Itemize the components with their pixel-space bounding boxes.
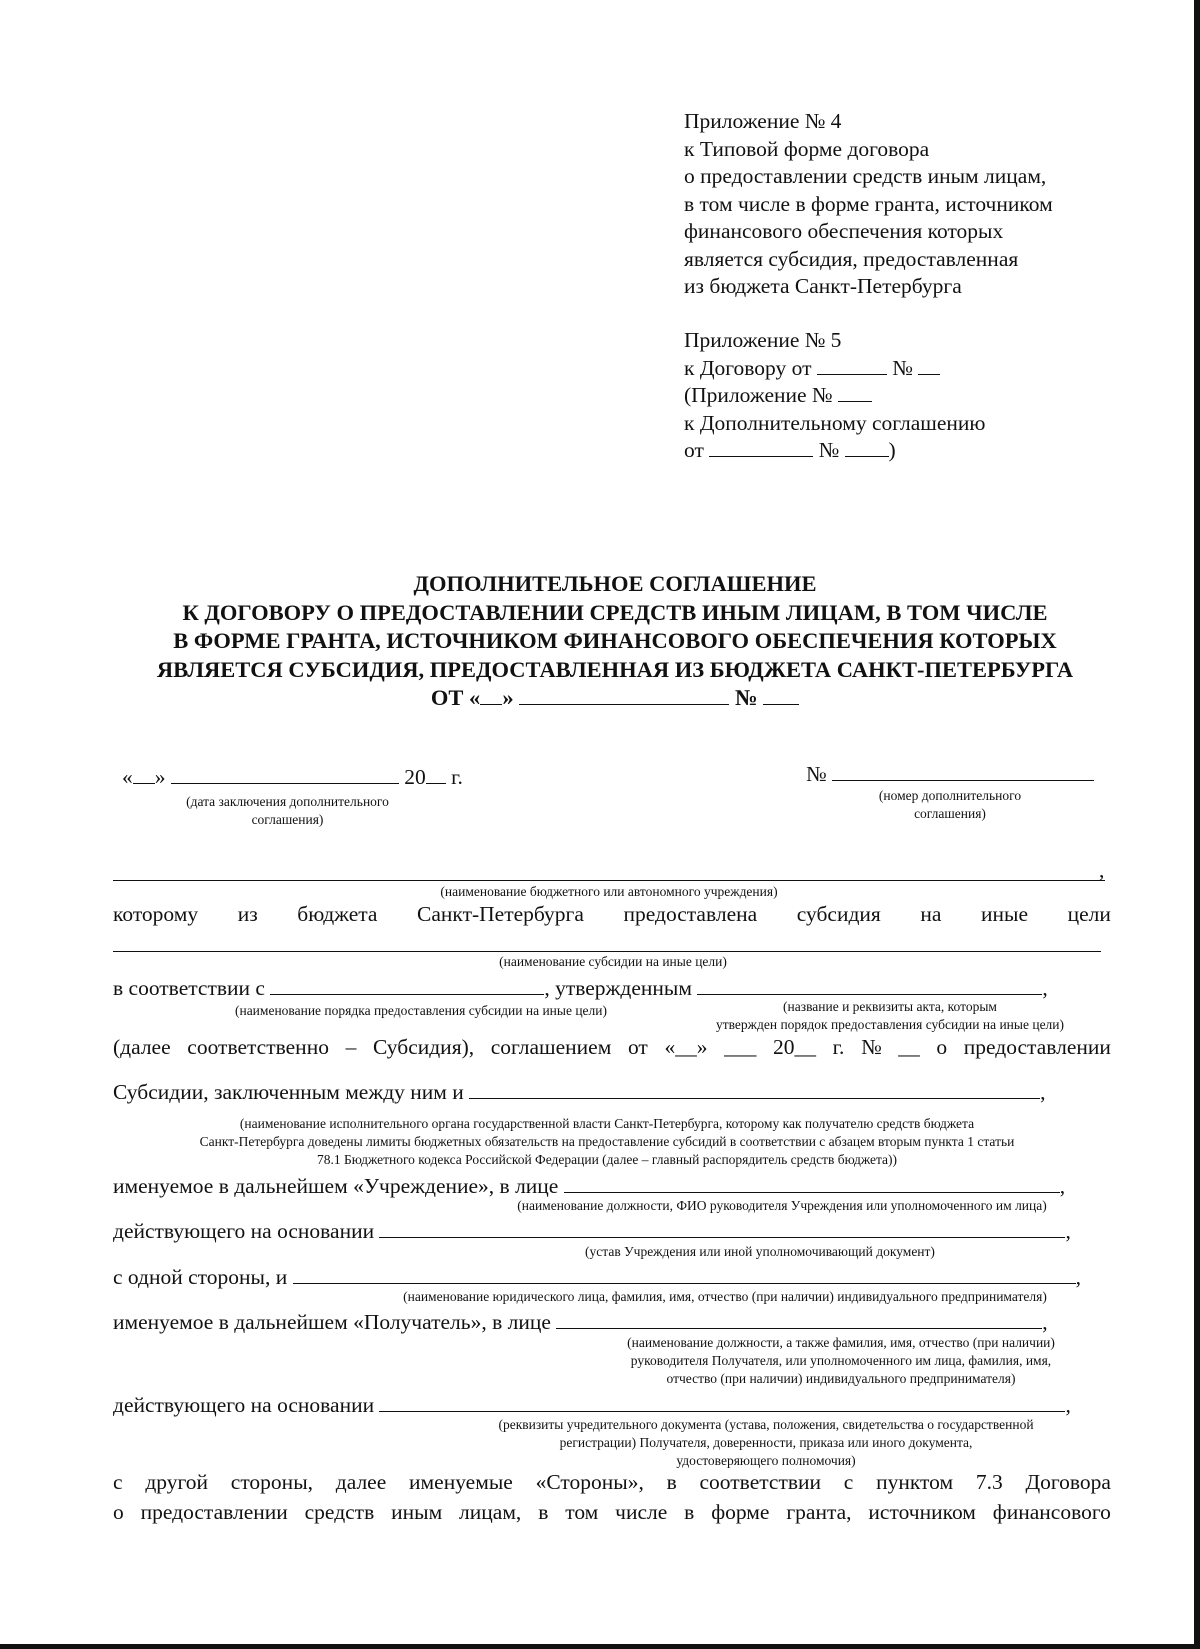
contract-number-blank: [918, 356, 940, 375]
contract-date-blank: [817, 356, 887, 375]
institution-caption: (наименование бюджетного или автономного учреждения): [440, 884, 778, 899]
order-blank: [270, 976, 544, 995]
order-caption: (наименование порядка предоставления субсидии на иные цели): [234, 1003, 608, 1018]
recipient-head-blank: [556, 1310, 1042, 1329]
annex-5-line: от № ): [684, 438, 896, 462]
one-side-line: с одной стороны, и ,: [113, 1265, 1081, 1289]
act-caption: (название и реквизиты акта, которым утвержден порядок предоставления субсидии на иные цели): [715, 999, 1065, 1032]
institution-blank: [113, 880, 1105, 881]
title-number-blank: [763, 686, 799, 705]
annex-5-header: [684, 327, 985, 465]
title-date-blank: [519, 686, 729, 705]
agreement-number-blank: [845, 438, 889, 457]
parties-line-1: с другой стороны, далее именуемые «Стороны», в соответствии с пунктом 7.3 Договора: [113, 1470, 1111, 1494]
title-line: ОТ « » №: [100, 684, 1130, 713]
annex-number-blank: [838, 383, 872, 402]
title-line: ДОПОЛНИТЕЛЬНОЕ СОГЛАШЕНИЕ: [413, 571, 817, 596]
annex-4-header: [684, 108, 1053, 301]
head-caption: (наименование должности, ФИО руководителя Учреждения или уполномоченного им лица): [517, 1198, 1047, 1213]
subsidy-intro-line: которому из бюджета Санкт-Петербурга предоставлена субсидия на иные цели: [113, 902, 1111, 926]
act-blank: [697, 976, 1042, 995]
named-institution-line: именуемое в дальнейшем «Учреждение», в лице ,: [113, 1174, 1066, 1198]
concluded-line: Субсидии, заключенным между ним и ,: [113, 1080, 1046, 1104]
parties-line-2: о предоставлении средств иным лицам, в том числе в форме гранта, источником финансового: [113, 1500, 1111, 1524]
annex-5-line: Приложение № 5: [684, 328, 842, 352]
annex-4-line: является субсидия, предоставленная: [684, 246, 1019, 271]
annex-4-line: из бюджета Санкт-Петербурга: [684, 274, 962, 298]
agreement-date-field: « » 20 г.: [122, 765, 463, 789]
subsidy-name-blank: [113, 951, 1101, 952]
recipient-caption: (наименование должности, а также фамилия, имя, отчество (при наличии) руководителя Получателя, или уполномоченного им лица, фамилия, имя, отчество (при наличии) индивидуального предпринимателя): [627, 1335, 1055, 1386]
annex-4-line: Приложение № 4: [684, 109, 842, 133]
document-caption: (реквизиты учредительного документа (устава, положения, свидетельства о государственной регистрации) Получателя, доверенности, приказа или иного документа, удостоверяющего полномочия): [498, 1417, 1034, 1468]
further-line: (далее соответственно – Субсидия), соглашением от «__» ___ 20__ г. № __ о предоставлении: [113, 1035, 1111, 1059]
agreement-date-blank: [709, 438, 813, 457]
date-caption: (дата заключения дополнительного соглашения): [186, 794, 389, 827]
accordance-line: в соответствии с , утвержденным ,: [113, 976, 1048, 1000]
acting-line-2: действующего на основании ,: [113, 1393, 1071, 1417]
agreement-number-field: №: [806, 762, 1094, 787]
document-title: [100, 570, 1130, 713]
annex-4-line: финансового обеспечения которых: [684, 219, 1004, 243]
title-line: В ФОРМЕ ГРАНТА, ИСТОЧНИКОМ ФИНАНСОВОГО ОБЕСПЕЧЕНИЯ КОТОРЫХ: [173, 628, 1057, 654]
document-blank: [379, 1393, 1065, 1412]
annex-4-line: о предоставлении средств иным лицам,: [684, 164, 1047, 188]
entity-caption: (наименование юридического лица, фамилия, имя, отчество (при наличии) индивидуального предпринимателя): [403, 1289, 1047, 1304]
subsidy-caption: (наименование субсидии на иные цели): [499, 954, 727, 969]
entity-blank: [293, 1265, 1076, 1284]
authority-caption: (наименование исполнительного органа государственной власти Санкт-Петербурга, которому как получателю средств бюджета Санкт-Петербурга доведены лимиты бюджетных обязательств на предоставление субсидий в соответствии с абзацем вторым пункта 1 статьи 78.1 Бюджетного кодекса Российской Федерации (далее – главный распорядитель средств бюджета)): [199, 1116, 1015, 1167]
charter-caption: (устав Учреждения или иной уполномочивающий документ): [585, 1244, 935, 1259]
acting-line-1: действующего на основании ,: [113, 1219, 1071, 1243]
title-line: ЯВЛЯЕТСЯ СУБСИДИЯ, ПРЕДОСТАВЛЕННАЯ ИЗ БЮДЖЕТА САНКТ-ПЕТЕРБУРГА: [156, 656, 1074, 682]
charter-blank: [379, 1219, 1065, 1238]
scan-border-bottom: [0, 1644, 1200, 1649]
annex-5-line: (Приложение №: [684, 382, 985, 410]
annex-4-line: в том числе в форме гранта, источником: [684, 191, 1053, 216]
annex-4-line: к Типовой форме договора: [684, 136, 930, 161]
scan-border-right: [1194, 0, 1200, 1649]
named-recipient-line: именуемое в дальнейшем «Получатель», в лице ,: [113, 1310, 1048, 1334]
number-caption: (номер дополнительного соглашения): [878, 788, 1022, 821]
authority-blank: [469, 1080, 1040, 1099]
annex-5-line: к Дополнительному соглашению: [684, 410, 986, 435]
annex-5-line: к Договору от №: [684, 355, 985, 383]
title-line: К ДОГОВОРУ О ПРЕДОСТАВЛЕНИИ СРЕДСТВ ИНЫМ ЛИЦАМ, В ТОМ ЧИСЛЕ: [182, 599, 1048, 625]
head-blank: [564, 1174, 1060, 1193]
